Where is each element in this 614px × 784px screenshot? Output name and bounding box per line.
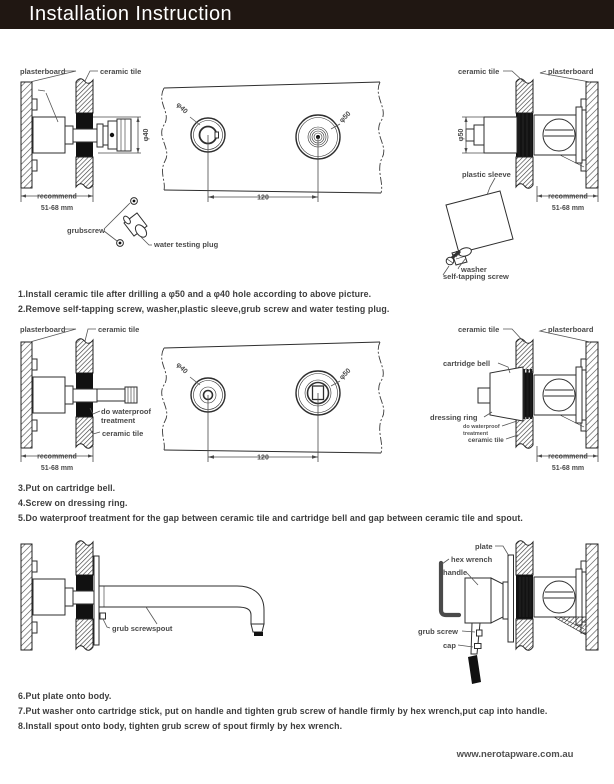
label-plasterboard: plasterboard <box>548 325 594 334</box>
page-title: Installation Instruction <box>29 3 233 25</box>
label-water-testing-plug: water testing plug <box>154 240 219 249</box>
label-treatment: treatment <box>101 416 136 425</box>
step-4: 4.Screw on dressing ring. <box>18 498 128 508</box>
label-dressing-ring: dressing ring <box>430 413 478 422</box>
label-ceramic-tile-2: ceramic tile <box>102 429 144 438</box>
wall-front-view <box>162 342 384 462</box>
wall-section-right <box>430 325 598 472</box>
label-do-waterproof: do waterproof <box>101 407 151 416</box>
step-1: 1.Install ceramic tile after drilling a φ50 and a φ40 hole according to above picture. <box>18 289 372 299</box>
label-plasterboard: plasterboard <box>20 325 66 334</box>
diagram-row-2 <box>0 315 614 480</box>
label-treatment-small: treatment <box>463 431 489 437</box>
label-grubscrew: grubscrew <box>67 226 105 235</box>
wall-section-left <box>20 325 152 472</box>
label-hex-wrench: hex wrench <box>451 555 493 564</box>
dim-recommend: recommend <box>548 193 588 201</box>
steps-1-2 <box>18 287 604 317</box>
label-cap: cap <box>443 641 456 650</box>
label-plasterboard: plasterboard <box>20 67 66 76</box>
steps-6-8 <box>18 689 604 734</box>
dim-recommend: recommend <box>548 453 588 461</box>
website-url: www.nerotapware.com.au <box>456 749 574 760</box>
dim-dia40: φ40 <box>143 128 150 142</box>
label-grub-screw: grub screw <box>418 627 459 636</box>
handle-assembly <box>418 541 598 684</box>
label-cartridge-bell: cartridge bell <box>443 359 491 368</box>
grubscrew-plug-group <box>67 198 219 249</box>
dim-range: 51-68 mm <box>40 205 74 212</box>
dim-dia50-hole: φ50 <box>338 367 353 382</box>
label-spout: spout <box>152 624 173 633</box>
dim-dia40-hole: φ40 <box>174 361 189 376</box>
dim-recommend: recommend <box>37 193 77 201</box>
step-3: 3.Put on cartridge bell. <box>18 483 116 493</box>
diagram-row-1 <box>0 55 614 288</box>
step-8: 8.Install spout onto body, tighten grub screw of spout firmly by hex wrench. <box>18 721 343 731</box>
title-bar <box>0 0 614 29</box>
dim-dia50-hole: φ50 <box>338 110 353 125</box>
steps-3-5 <box>18 481 604 526</box>
label-plasterboard: plasterboard <box>548 67 594 76</box>
label-ceramic-tile-small: ceramic tile <box>468 437 504 444</box>
dim-range: 51-68 mm <box>551 205 585 212</box>
label-do-waterproof-small: do waterproof <box>463 424 500 430</box>
label-plastic-sleeve: plastic sleeve <box>462 170 511 179</box>
label-self-tapping-screw: self-tapping screw <box>443 272 509 281</box>
label-ceramic-tile: ceramic tile <box>98 325 140 334</box>
step-7: 7.Put washer onto cartridge stick, put on handle and tighten grub screw of handle firmly by hex wrench,put cap into handle. <box>18 706 548 716</box>
wall-section-right <box>443 67 598 281</box>
label-ceramic-tile: ceramic tile <box>100 67 142 76</box>
label-ceramic-tile: ceramic tile <box>458 67 500 76</box>
dim-120: 120 <box>257 194 269 202</box>
step-6: 6.Put plate onto body. <box>18 691 112 701</box>
wall-front-view <box>162 82 384 202</box>
dim-dia40-hole: φ40 <box>174 101 189 116</box>
dim-range: 51-68 mm <box>40 465 74 472</box>
label-plate: plate <box>475 542 493 551</box>
label-washer: washer <box>461 265 487 274</box>
dim-range: 51-68 mm <box>551 465 585 472</box>
label-handle: handle <box>443 568 468 577</box>
step-5: 5.Do waterproof treatment for the gap between ceramic tile and cartridge bell and gap between ceramic tile and spout. <box>18 513 523 523</box>
wall-section-left <box>20 67 150 212</box>
label-grub-screw: grub screw <box>112 624 153 633</box>
dim-120: 120 <box>257 454 269 462</box>
diagram-row-3 <box>0 535 614 693</box>
dim-dia50: φ50 <box>458 128 465 142</box>
spout-assembly <box>21 541 264 651</box>
dim-recommend: recommend <box>37 453 77 461</box>
step-2: 2.Remove self-tapping screw, washer,plastic sleeve,grub screw and water testing plug. <box>18 304 390 314</box>
label-ceramic-tile: ceramic tile <box>458 325 500 334</box>
